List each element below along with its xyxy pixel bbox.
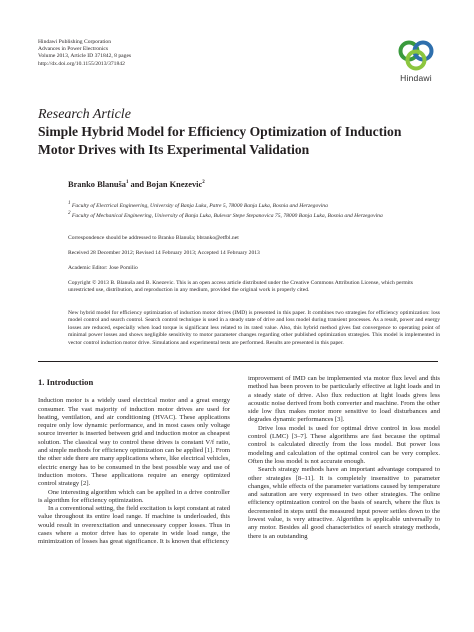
- journal-header: [38, 39, 131, 68]
- hindawi-rings-icon: [396, 38, 436, 72]
- author-name: Branko Blanuša: [68, 180, 126, 189]
- affiliation-superscript: 2: [68, 211, 71, 217]
- logo-text: Hindawi: [400, 73, 432, 83]
- paper-title: Simple Hybrid Model for Efficiency Optimization of Induction Motor Drives with Its Experimental Validation: [38, 124, 402, 157]
- doi-link[interactable]: http://dx.doi.org/10.1155/2013/371842: [38, 60, 125, 67]
- affiliation-text: Faculty of Mechanical Engineering, University of Banja Luka, Bulevar Stepe Stepanovica 75, 78000 Banja Luka, Bosnia and Herzegovina: [71, 213, 383, 220]
- left-column: [38, 375, 230, 547]
- article-type: Research Article: [38, 107, 131, 122]
- body-paragraph: Search strategy methods have an important advantage compared to other strategies [8–11]. It is completely insensitive to parameter changes, while effects of the parameter variations caused by temperature and saturation are very expressed in two other strategies. The online efficiency optimization control on the basis of search, where the flux is decremented in steps until the measured input power settles down to the lowest value, is very attractive. Algorithm is applicable universally to any motor. Besides all good characteristics of search strategy methods, there is an outstanding: [248, 466, 440, 540]
- author-joiner: and: [130, 180, 145, 189]
- body-paragraph: improvement of IMD can be implemented via motor flux level and this method has been proven to be particularly effective at light loads and in a steady state of drive. Also flux reduction at light loads gives less acoustic noise derived from both converter and machine. From the other side low flux makes motor more sensitive to load disturbances and degrades dynamic performances [3].: [248, 375, 440, 424]
- hindawi-logo[interactable]: [394, 38, 438, 83]
- journal-name: Advances in Power Electronics: [38, 46, 109, 53]
- body-paragraph: Induction motor is a widely used electrical motor and a great energy consumer. The vast majority of induction motor drives are used for heating, ventilation, and air conditioning (HVAC). These applications require only low dynamic performance, and in most cases only voltage source inverter is inserted between grid and induction motor as cheapest solution. The classical way to control these drives is constant V/f ratio, and simple methods for efficiency optimization can be applied [1]. From the other side there are many applications where, like electrical vehicles, electric energy has to be consumed in the best possible way and use of induction motors. These applications require an energy optimized control strategy [2].: [38, 397, 230, 488]
- academic-editor: Academic Editor: Jose Pomilio: [68, 265, 138, 271]
- abstract: New hybrid model for efficiency optimization of induction motor drives (IMD) is presented in this paper. It combines two strategies for efficiency optimization: loss model control and search control. Search control technique is used in a steady state of drive and loss model during transient processes. As a result, power and energy losses are reduced, especially when load torque is significant less related to its rated value. Also, this hybrid method gives fast convergence to operating point of minimal power losses and shows negligible sensitivity to motor parameter changes regarding other published optimization strategies. This model is implemented in vector control induction motor drive. Simulations and experimental tests are performed. Results are presented in this paper.: [68, 310, 440, 346]
- author-superscript: 1: [125, 180, 129, 186]
- author-superscript: 2: [202, 180, 205, 186]
- section-divider: [38, 361, 438, 362]
- body-paragraph: Drive loss model is used for optimal drive control in loss model control (LMC) [3–7]. These algorithms are fast because the optimal control is calculated directly from the loss model. But power loss modeling and calculation of the optimal control can be very complex. Often the loss model is not accurate enough.: [248, 424, 440, 465]
- section-heading: 1. Introduction: [38, 377, 94, 387]
- author-name: Bojan Knezevic: [146, 180, 203, 189]
- publisher-name: Hindawi Publishing Corporation: [38, 39, 112, 45]
- copyright-notice: Copyright © 2013 B. Blanuša and B. Knezevic. This is an open access article distributed under the Creative Commons Attribution License, which permits unrestricted use, distribution, and reproduction in any medium, provided the original work is properly cited.: [68, 280, 413, 294]
- affiliation-superscript: 1: [68, 201, 71, 206]
- affiliation-item: [68, 200, 428, 210]
- body-paragraph: One interesting algorithm which can be applied in a drive controller is algorithm for efficiency optimization.: [38, 488, 230, 504]
- right-column: [248, 375, 440, 541]
- affiliation-item: [68, 210, 428, 220]
- author-list: [68, 180, 205, 189]
- affiliation-text: Faculty of Electrical Engineering, University of Banja Luka, Patre 5, 78000 Banja Luka, Bosnia and Herzegovina: [71, 202, 328, 209]
- affiliations: [68, 200, 428, 221]
- volume-info: Volume 2013, Article ID 371842, 8 pages: [38, 53, 132, 60]
- correspondence: Correspondence should be addressed to Branko Blanuša; bbranko@etfbl.net: [68, 235, 239, 241]
- article-dates: Received 28 December 2012; Revised 14 February 2013; Accepted 14 February 2013: [68, 250, 260, 256]
- body-paragraph: In a conventional setting, the field excitation is kept constant at rated value throughout its entire load range. If machine is underloaded, this would result in overexcitation and unnecessary copper losses. Thus in cases where a motor drive has to operate in wide load range, the minimization of losses has great significance. It is known that efficiency: [38, 505, 230, 546]
